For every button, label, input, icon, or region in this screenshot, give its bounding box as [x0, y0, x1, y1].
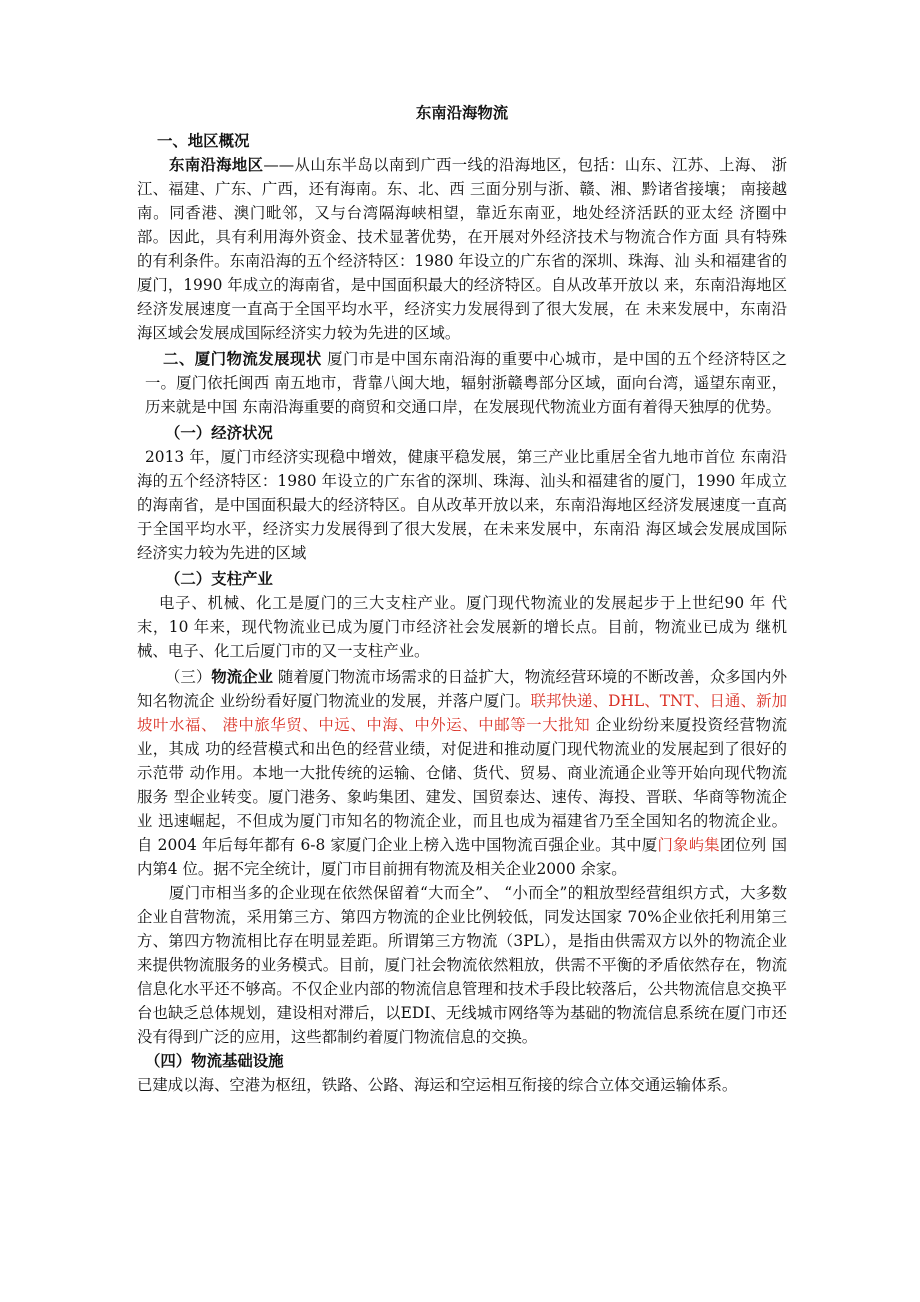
- xiamen-status-text: 厦门市是中国东南沿海的重要中心城市，是中国的五个经济特区之一。厦门依托闽西 南五地市，背靠八闽大地，辐射浙赣粤部分区域，面向台湾，遥望东南亚，历来就是中国 东南沿海重要的商贸和交通口岸，在发展现代物流业方面有着得天独厚的优势。: [145, 350, 787, 416]
- paragraph-region-overview: [137, 153, 787, 345]
- paragraph-pillar-industry: 电子、机械、化工是厦门的三大支柱产业。厦门现代物流业的发展起步于上世纪90 年 代末，10 年来，现代物流业已成为厦门市经济社会发展新的增长点。目前，物流业已成为 继机械、电子、化工后厦门市的又一支柱产业。: [137, 594, 787, 660]
- subheading-pillar-industry: （二）支柱产业: [165, 570, 273, 588]
- enterprise-text-3: 团位列 国内第4 位。据不完全统计，厦门市目前拥有物流及相关企业2000 余家。: [137, 836, 787, 878]
- subheading-infrastructure: （四）物流基础设施: [145, 1052, 284, 1070]
- paragraph-economy: 2013 年，厦门市经济实现稳中增效，健康平稳发展，第三产业比重居全省九地市首位 东南沿海的五个经济特区：1980 年设立的广东省的深圳、珠海、汕头和福建省的厦门，1990 年成立的海南省，是中国面积最大的经济特区。自从改革开放以来，东南沿海地区经济发展速度一直高于全国平均水平，经济实力发展得到了很大发展，在未来发展中，东南沿 海区域会发展成国际经济实力较为先进的区域: [137, 448, 787, 562]
- enterprise-num: （三）: [165, 668, 212, 686]
- paragraph-xiamen-status: [137, 347, 787, 419]
- enterprise-text-1: 随着厦门物流市场需求的日益扩大，物流经营环境的不断改善，众多国内外知名物流企 业纷纷看好厦门物流业的发展，并落户厦门。: [137, 668, 787, 710]
- paragraph-enterprise-issues: 厦门市相当多的企业现在依然保留着“大而全”、 “小而全”的粗放型经营组织方式，大多数企业自营物流，采用第三方、第四方物流的企业比例较低，同发达国家 70%企业依托利用第三方、第四方物流相比存在明显差距。所谓第三方物流（3PL），是指由供需双方以外的物流企业来提供物流服务的业务模式。目前，厦门社会物流依然粗放，供需不平衡的矛盾依然存在，物流信息化水平还不够高。不仅企业内部的物流信息管理和技术手段比较落后，公共物流信息交换平台也缺乏总体规划，建设相对滞后，以EDI、无线城市网络等为基础的物流信息系统在厦门市还没有得到广泛的应用，这些都制约着厦门物流信息的交换。: [137, 884, 787, 1046]
- document-page: [137, 95, 787, 1097]
- enterprise-highlight-2: 门象屿集: [657, 836, 720, 854]
- subheading-logistics-enterprises: 物流企业: [211, 668, 273, 686]
- document-title: 东南沿海物流: [415, 104, 509, 122]
- subheading-economy: （一）经济状况: [165, 424, 273, 442]
- enterprise-highlight-1: 联邦快递、DHL、TNT、日通、新加坡叶水福、 港中旅华贸、中远、中海、中外运、中邮等一大批知: [137, 692, 787, 734]
- section-heading-2: 二、厦门物流发展现状: [163, 350, 322, 368]
- enterprise-text-2: 企业纷纷来厦投资经营物流业，其成 功的经营模式和出色的经营业绩，对促进和推动厦门现代物流业的发展起到了很好的示范带 动作用。本地一大批传统的运输、仓储、货代、贸易、商业流通企业等开始向现代物流服务 型企业转变。厦门港务、象屿集团、建发、国贸泰达、速传、海投、晋联、华商等物流企业 迅速崛起，不但成为厦门市知名的物流企业，而且也成为福建省乃至全国知名的物流企业。 自 2004 年后每年都有 6-8 家厦门企业上榜入选中国物流百强企业。其中厦: [137, 716, 787, 854]
- region-text: ——从山东半岛以南到广西一线的沿海地区，包括：山东、江苏、上海、 浙江、福建、广东、广西，还有海南。东、北、西 三面分别与浙、赣、湘、黔诸省接壤； 南接越南。同香港、澳门毗邻，又与台湾隔海峡相望，靠近东南亚，地处经济活跃的亚太经 济圈中部。因此，具有利用海外资金、技术显著优势，在开展对外经济技术与物流合作方面 具有特殊的有利条件。东南沿海的五个经济特区：1980 年设立的广东省的深圳、珠海、汕 头和福建省的厦门，1990 年成立的海南省，是中国面积最大的经济特区。自从改革开放以 来，东南沿海地区经济发展速度一直高于全国平均水平，经济实力发展得到了很大发展，在 未来发展中，东南沿海区域会发展成国际经济实力较为先进的区域。: [137, 156, 787, 342]
- paragraph-infrastructure: 已建成以海、空港为枢纽，铁路、公路、海运和空运相互衔接的综合立体交通运输体系。: [137, 1076, 738, 1094]
- paragraph-logistics-enterprises: [137, 665, 787, 881]
- section-heading-1: 一、地区概况: [157, 132, 250, 150]
- region-lead: 东南沿海地区: [169, 156, 264, 174]
